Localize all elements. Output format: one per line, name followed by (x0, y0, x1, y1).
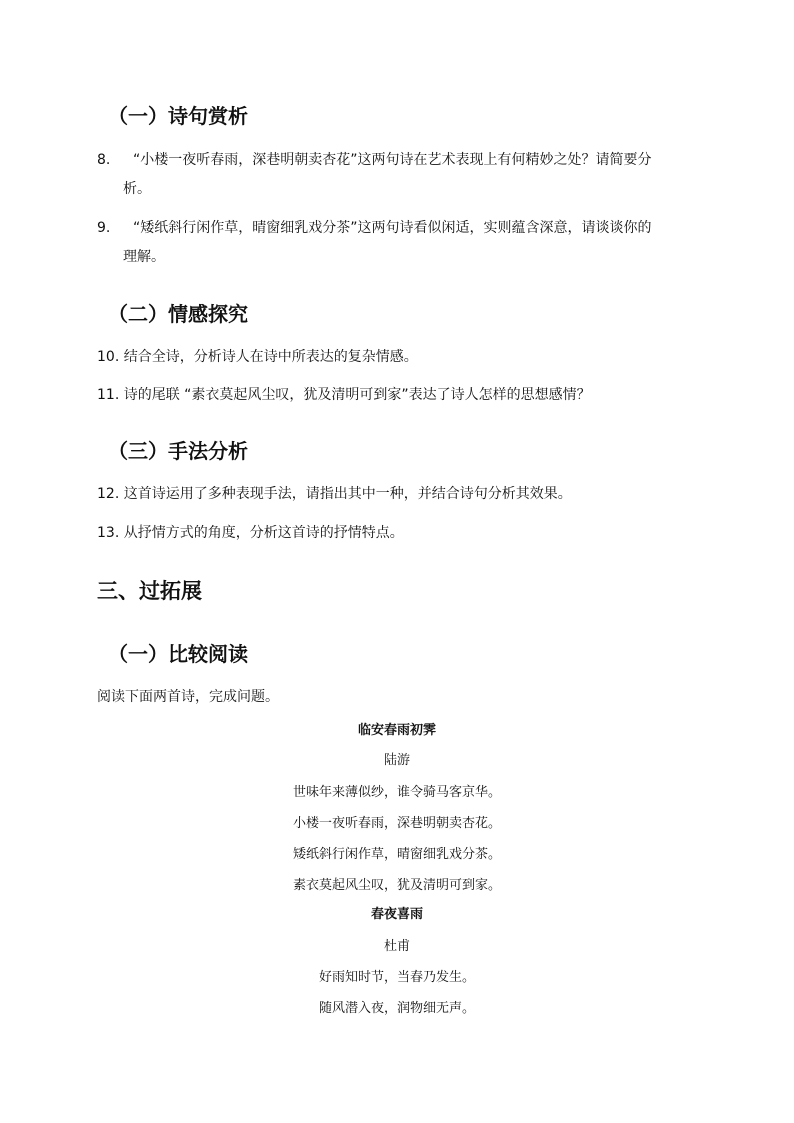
question-number: 8. (97, 152, 111, 168)
poem-2-title: 春夜喜雨 (370, 907, 423, 922)
question-13: 13. 从抒情方式的角度，分析这首诗的抒情特点。 (97, 525, 404, 541)
poem-1-line: 矮纸斜行闲作草，晴窗细乳戏分茶。 (292, 847, 501, 862)
question-text: “矮纸斜行闲作草，晴窗细乳戏分茶”这两句诗看似闲适，实则蕴含深意，请谈谈你的 (133, 220, 652, 236)
question-12: 12. 这首诗运用了多种表现手法，请指出其中一种，并结合诗句分析其效果。 (97, 486, 572, 502)
question-9 (97, 218, 652, 238)
poem-1-title: 临安春雨初霁 (357, 723, 436, 738)
section-heading-poem-appreciation: （一）诗句赏析 (108, 104, 248, 128)
poem-2-line: 好雨知时节，当春乃发生。 (318, 970, 475, 985)
question-number: 9. (97, 220, 111, 236)
reading-instruction: 阅读下面两首诗，完成问题。 (97, 689, 279, 705)
section-heading-emotion-inquiry: （二）情感探究 (108, 302, 248, 326)
poem-1-line: 素衣莫起风尘叹，犹及清明可到家。 (292, 878, 501, 893)
section-heading-comparative-reading: （一）比较阅读 (108, 642, 248, 666)
poem-1-line: 世味年来薄似纱，谁令骑马客京华。 (292, 785, 501, 800)
part-heading-extension: 三、过拓展 (97, 579, 202, 603)
question-10: 10. 结合全诗，分析诗人在诗中所表达的复杂情感。 (97, 349, 418, 365)
question-8-continuation: 析。 (123, 181, 151, 197)
question-9-continuation: 理解。 (123, 249, 165, 265)
poem-2-line: 随风潜入夜，润物细无声。 (318, 1001, 475, 1016)
question-11: 11. 诗的尾联 “素衣莫起风尘叹，犹及清明可到家”表达了诗人怎样的思想感情？ (97, 387, 591, 403)
poem-1-author: 陆游 (383, 753, 410, 768)
section-heading-technique-analysis: （三）手法分析 (108, 439, 248, 463)
poem-1-line: 小楼一夜听春雨，深巷明朝卖杏花。 (292, 816, 501, 831)
poem-2-author: 杜甫 (383, 939, 410, 954)
question-text: “小楼一夜听春雨，深巷明朝卖杏花”这两句诗在艺术表现上有何精妙之处？请简要分 (133, 152, 652, 168)
question-8 (97, 150, 652, 170)
